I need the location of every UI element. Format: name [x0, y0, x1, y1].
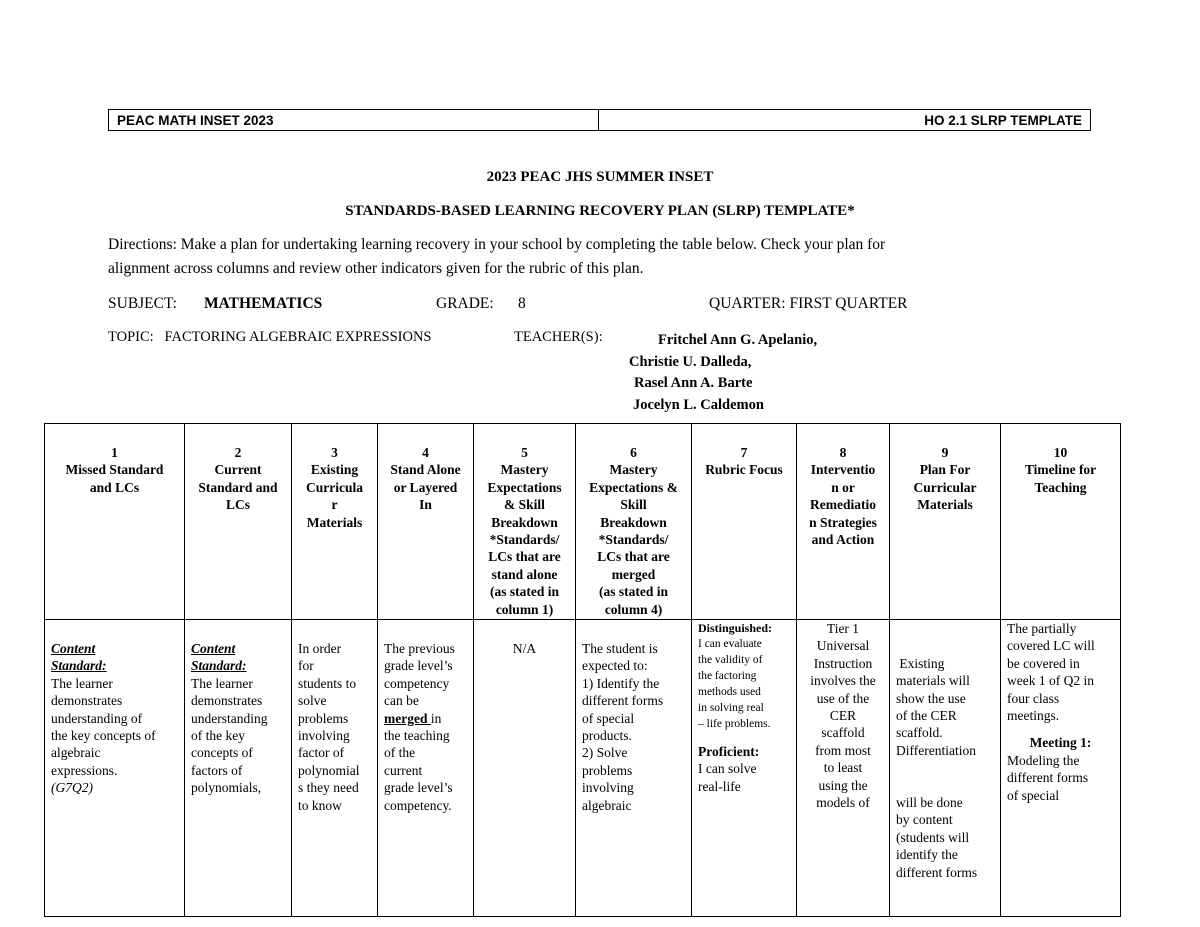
header-left: PEAC MATH INSET 2023 [109, 110, 599, 130]
rubric-focus-cell: Distinguished: I can evaluate the validity of the factoring methods used in solving real – life problems. Proficient: I can solve real-life [692, 620, 797, 917]
quarter: QUARTER: FIRST QUARTER [709, 295, 908, 312]
grade-label: GRADE: [436, 295, 494, 312]
document-title: 2023 PEAC JHS SUMMER INSET [486, 169, 714, 185]
slrp-table [44, 423, 1121, 917]
stand-alone-expectations-cell: N/A [474, 620, 576, 917]
grade-value: 8 [518, 295, 526, 312]
column-header: 1 Missed Standard and LCs [45, 424, 185, 620]
directions-line-2: alignment across columns and review other indicators given for the rubric of this plan. [108, 260, 644, 277]
column-header: 8 Interventio n or Remediatio n Strategies and Action [797, 424, 890, 620]
teacher-name: Rasel Ann A. Barte [634, 375, 753, 391]
merged-expectations-cell: The student is expected to: 1) Identify the different forms of special products. 2) Solve problems involving algebraic [576, 620, 692, 917]
column-header: 6 Mastery Expectations & Skill Breakdown *Standards/ LCs that are merged (as stated in column 4) [576, 424, 692, 620]
teacher-name: Jocelyn L. Caldemon [633, 396, 764, 413]
existing-materials-cell: In order for students to solve problems involving factor of polynomial s they need to know [292, 620, 378, 917]
column-header: 2 Current Standard and LCs [185, 424, 292, 620]
column-header: 4 Stand Alone or Layered In [378, 424, 474, 620]
missed-standard-cell: Content Standard: The learner demonstrates understanding of the key concepts of algebraic expressions. (G7Q2) [45, 620, 185, 917]
subject-label: SUBJECT: [108, 295, 177, 312]
document-header [108, 109, 1091, 131]
column-header: 7 Rubric Focus [692, 424, 797, 620]
teacher-list [629, 330, 817, 416]
column-header: 10 Timeline for Teaching [1001, 424, 1121, 620]
current-standard-cell: Content Standard: The learner demonstrates understanding of the key concepts of factors of polynomials, [185, 620, 292, 917]
table-header-row [45, 424, 1121, 620]
teacher-label: TEACHER(S): [514, 329, 603, 345]
column-header: 5 Mastery Expectations & Skill Breakdown *Standards/ LCs that are stand alone (as stated in column 1) [474, 424, 576, 620]
document-subtitle: STANDARDS-BASED LEARNING RECOVERY PLAN (SLRP) TEMPLATE* [345, 203, 855, 219]
teacher-name: Christie U. Dalleda, [629, 353, 752, 370]
column-header: 9 Plan For Curricular Materials [890, 424, 1001, 620]
column-header: 3 Existing Curricula r Materials [292, 424, 378, 620]
table-row [45, 620, 1121, 917]
intervention-cell: Tier 1 Universal Instruction involves the use of the CER scaffold from most to least using the models of [797, 620, 890, 917]
teacher-name: Fritchel Ann G. Apelanio, [658, 332, 818, 348]
header-right: HO 2.1 SLRP TEMPLATE [924, 112, 1082, 128]
topic: TOPIC: FACTORING ALGEBRAIC EXPRESSIONS [108, 329, 432, 345]
subject-value: MATHEMATICS [204, 295, 323, 312]
directions-line-1: Directions: Make a plan for undertaking learning recovery in your school by completing the table below. Check your plan for [108, 236, 886, 253]
stand-alone-layered-cell: The previous grade level’s competency can be merged in the teaching of the current grade level’s competency. [378, 620, 474, 917]
curricular-materials-cell: Existing materials will show the use of the CER scaffold. Differentiation will be done by content (students will identify the different forms [890, 620, 1001, 917]
timeline-cell: The partially covered LC will be covered in week 1 of Q2 in four class meetings. Meeting 1: Modeling the different forms of special [1001, 620, 1121, 917]
